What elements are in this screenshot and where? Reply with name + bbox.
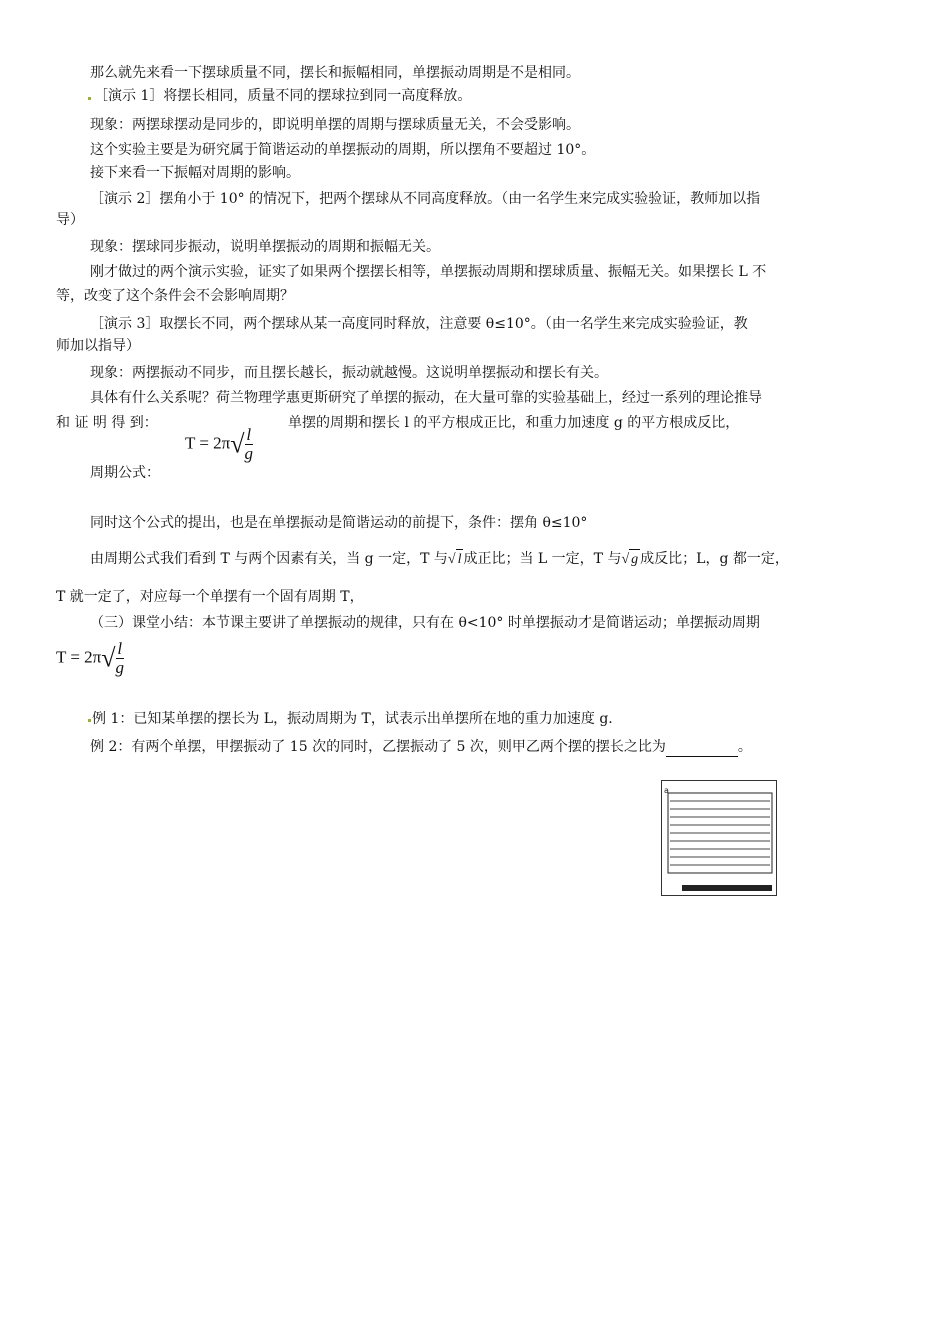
summary-line: （三）课堂小结：本节课主要讲了单摆振动的规律，只有在 θ<10° 时单摆振动才是简谐运动；单摆振动周期 (90, 615, 760, 631)
text-line: 单摆的周期和摆长 l 的平方根成正比，和重力加速度 g 的平方根成反比， (288, 415, 740, 431)
period-formula: T = 2π√ $\frac{l}{g}$ (185, 425, 254, 463)
text-line: 等，改变了这个条件会不会影响周期？ (56, 288, 294, 304)
text-fragment: 。 (737, 739, 752, 755)
demo-2-line: ［演示 2］摆角小于 10° 的情况下，把两个摆球从不同高度释放。（由一名学生来完成实验验证，教师加以指 (90, 191, 761, 207)
demo-1-line: ［演示 1］将摆长相同，质量不同的摆球拉到同一高度释放。 (94, 88, 472, 104)
answer-blank[interactable] (666, 742, 738, 757)
sqrt-g: g (629, 549, 640, 570)
sqrt-l: l (456, 549, 464, 570)
text-fragment: 成正比；当 L 一定，T 与 (463, 551, 622, 567)
edit-marker (88, 719, 91, 722)
formula-lhs: T = 2π (56, 647, 102, 667)
text-line: 导） (56, 212, 84, 228)
formula-label: 周期公式： (90, 465, 160, 481)
text-line: 现象：两摆振动不同步，而且摆长越长，振动就越慢。这说明单摆振动和摆长有关。 (90, 365, 608, 381)
formula-fraction (116, 640, 125, 677)
text-line: 由周期公式我们看到 T 与两个因素有关，当 g 一定，T 与√ l 成正比；当 L 一定，T 与√ g 成反比；L，g 都一定， (90, 549, 789, 570)
edit-marker (88, 97, 91, 100)
formula-numerator: l (117, 639, 123, 658)
text-line: 具体有什么关系呢？荷兰物理学惠更斯研究了单摆的振动，在大量可靠的实验基础上，经过一系列的理论推导 (90, 390, 762, 406)
example-2 (90, 737, 752, 757)
demo-3-line: ［演示 3］取摆长不同，两个摆球从某一高度同时释放，注意要 θ≤10°。（由一名学生来完成实验验证，教 (90, 316, 748, 332)
formula-denominator: g (244, 444, 254, 463)
formula-lhs: T = 2π (185, 433, 231, 453)
figure-corner-label: a (664, 786, 669, 795)
embedded-figure (661, 780, 777, 896)
text-line: T 就一定了，对应每一个单摆有一个固有周期 T， (56, 589, 364, 605)
text-line: 师加以指导） (56, 338, 140, 354)
formula-numerator: l (246, 425, 252, 444)
example-1: 例 1：已知某单摆的摆长为 L，振动周期为 T，试表示出单摆所在地的重力加速度 g. (92, 711, 613, 727)
text-line: 刚才做过的两个演示实验，证实了如果两个摆摆长相等，单摆振动周期和摆球质量、振幅无关。如果摆长 L 不 (90, 264, 767, 280)
text-line: 现象：两摆球摆动是同步的，即说明单摆的周期与摆球质量无关，不会受影响。 (90, 117, 580, 133)
text-fragment: 例 2：有两个单摆，甲摆振动了 15 次的同时，乙摆振动了 5 次，则甲乙两个摆的摆长之比为 (90, 739, 666, 755)
text-fragment: 成反比；L，g 都一定， (640, 551, 789, 567)
text-line: 和 证 明 得 到： (56, 415, 158, 431)
formula-denominator: g (115, 658, 125, 677)
text-line: 同时这个公式的提出，也是在单摆振动是简谐运动的前提下，条件：摆角 θ≤10° (90, 515, 588, 531)
text-fragment: 由周期公式我们看到 T 与两个因素有关，当 g 一定，T 与 (90, 551, 448, 567)
text-line: 那么就先来看一下摆球质量不同，摆长和振幅相同，单摆振动周期是不是相同。 (90, 65, 580, 81)
figure-lines (662, 781, 776, 895)
text-line: 接下来看一下振幅对周期的影响。 (90, 165, 300, 181)
text-line: 现象：摆球同步振动，说明单摆振动的周期和振幅无关。 (90, 239, 440, 255)
text-line: 这个实验主要是为研究属于简谐运动的单摆振动的周期，所以摆角不要超过 10°。 (90, 142, 596, 158)
formula-fraction (245, 426, 254, 463)
summary-formula: T = 2π√ $\frac{l}{g}$ (56, 639, 125, 677)
